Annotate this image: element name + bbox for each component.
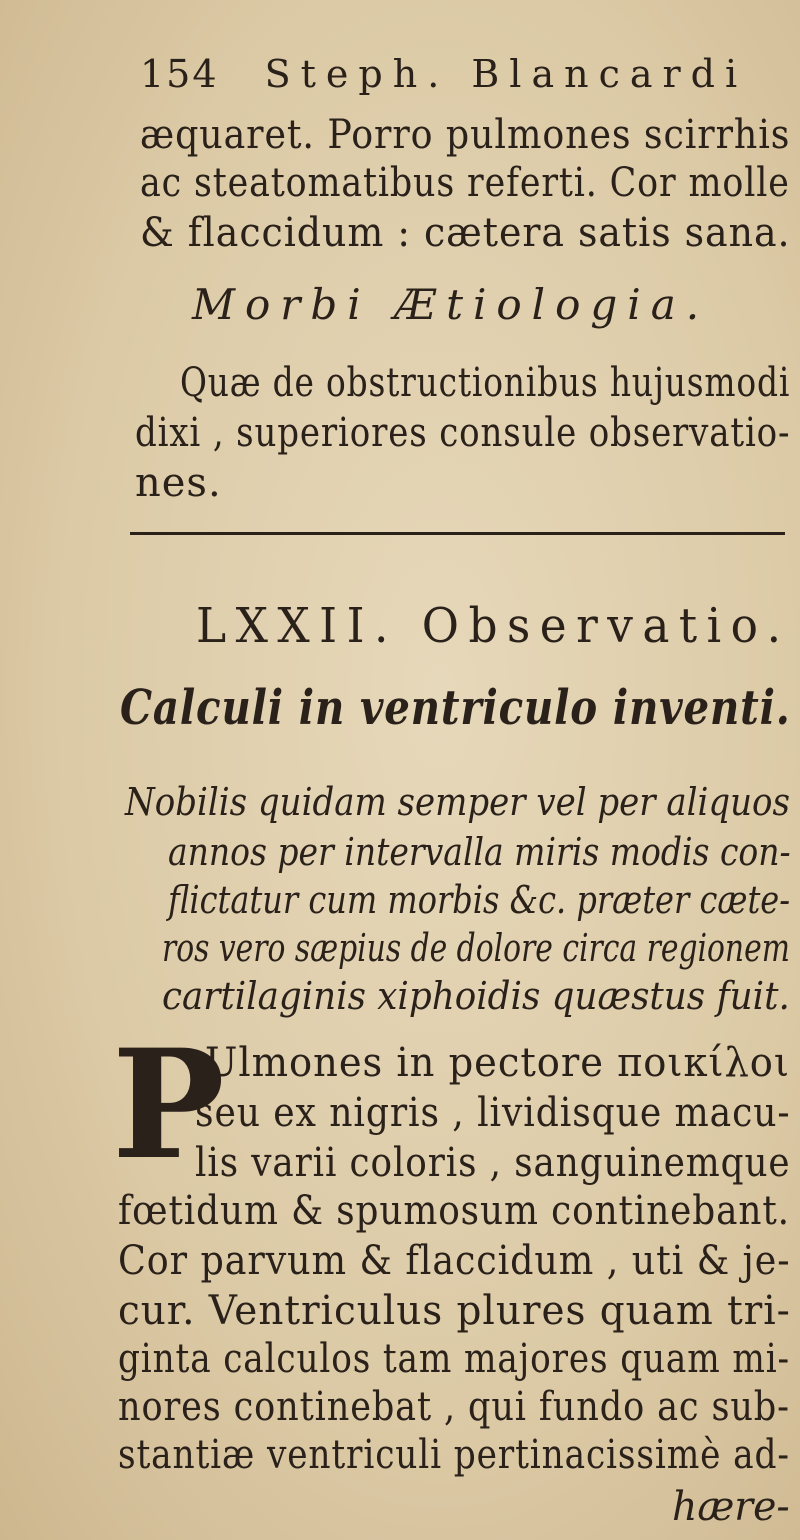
page-number: 154	[140, 52, 219, 96]
text-line: nes.	[135, 460, 222, 506]
text-line: Quæ de obstructionibus hujusmodi	[180, 360, 791, 406]
text-line: ginta calculos tam majores quam mi-	[118, 1336, 790, 1382]
running-header	[140, 52, 747, 96]
case-line: flictatur cum morbis &c. præter cæte-	[168, 878, 791, 922]
case-line: ros vero sæpius de dolore circa regionem	[162, 926, 790, 970]
text-line: ac steatomatibus referti. Cor molle	[140, 160, 790, 206]
text-line: nores continebat , qui fundo ac sub-	[118, 1384, 790, 1430]
text-line: stantiæ ventriculi pertinacissimè ad-	[118, 1432, 790, 1478]
section-heading: Morbi Ætiologia.	[192, 280, 710, 329]
text-line: Cor parvum & flaccidum , uti & je-	[118, 1238, 791, 1284]
text-line: cur. Ventriculus plures quam tri-	[118, 1288, 791, 1334]
case-line: Nobilis quidam semper vel per aliquos	[125, 780, 790, 824]
catchword: hære-	[672, 1484, 790, 1530]
text-line: seu ex nigris , lividisque macu-	[195, 1090, 791, 1136]
text-line: dixi , superiores consule observatio-	[135, 410, 791, 456]
text-line: Ulmones in pectore ποικίλοι	[205, 1040, 790, 1086]
text-line: & flaccidum : cætera satis sana.	[140, 210, 791, 256]
text-line: æquaret. Porro pulmones scirrhis	[140, 112, 791, 158]
horizontal-rule	[130, 532, 785, 535]
case-line: annos per intervalla miris modis con-	[168, 830, 791, 874]
observation-title: LXXII. Observatio.	[196, 598, 791, 654]
observation-subtitle: Calculi in ventriculo inventi.	[120, 680, 791, 736]
text-line: fœtidum & spumosum continebant.	[118, 1188, 790, 1234]
case-line: cartilaginis xiphoidis quæstus fuit.	[162, 974, 790, 1018]
running-title: Steph. Blancardi	[264, 52, 748, 96]
drop-cap: P	[112, 1017, 225, 1193]
text-line: lis varii coloris , sanguinemque	[195, 1140, 791, 1186]
